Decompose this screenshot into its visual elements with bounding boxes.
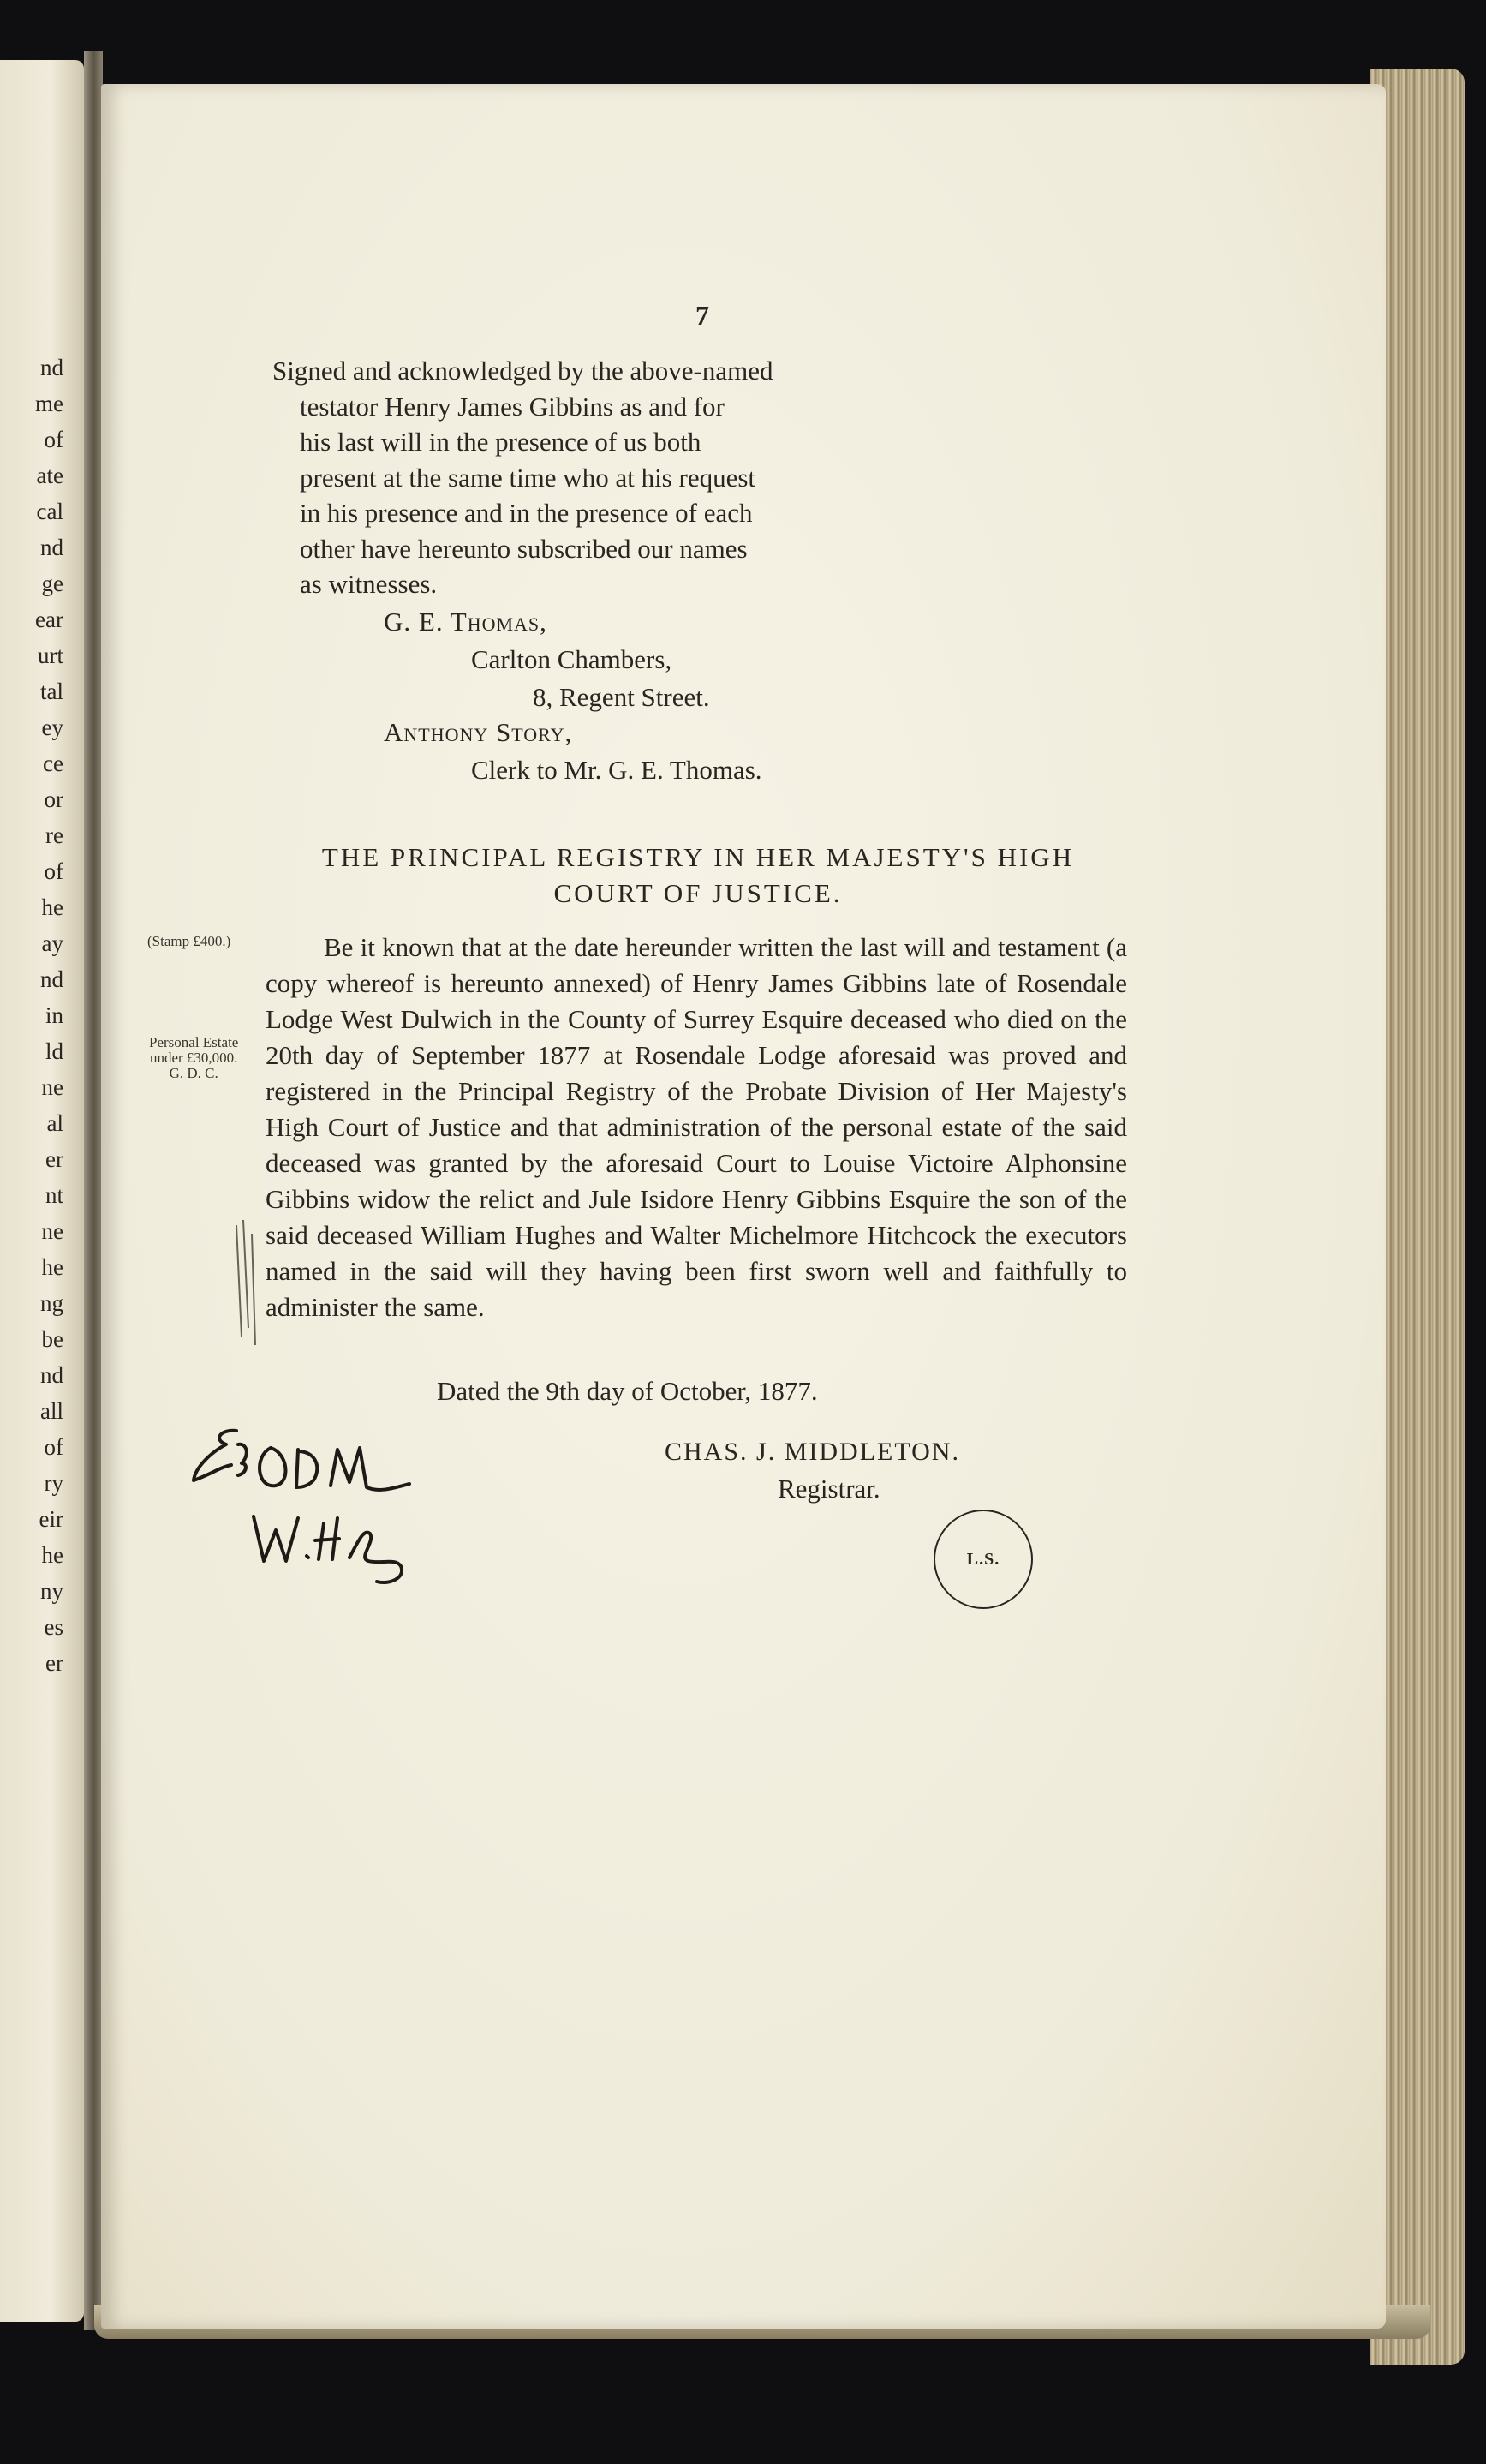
left-page-fragment: he (41, 1542, 63, 1568)
stamp-duty-note: (Stamp £400.) (147, 933, 231, 949)
attestation-line: testator Henry James Gibbins as and for (300, 391, 725, 422)
personal-estate-note-line-2: under £30,000. (149, 1050, 238, 1066)
registry-heading-line-1: THE PRINCIPAL REGISTRY IN HER MAJESTY'S HIGH (321, 842, 1075, 872)
left-page-fragment: urt (38, 643, 63, 668)
left-page-fragment: cal (36, 499, 63, 524)
attestation-clause (272, 353, 855, 602)
attestation-line: Signed and acknowledged by the above-named (272, 356, 773, 386)
personal-estate-note-line-3: G. D. C. (169, 1065, 218, 1081)
left-page-fragment: ry (44, 1470, 63, 1496)
attestation-line: present at the same time who at his request (300, 462, 756, 493)
left-page-fragment: ng (40, 1290, 63, 1316)
dated-line: Dated the 9th day of October, 1877. (437, 1376, 818, 1406)
left-page-fragment: tal (40, 679, 63, 704)
witness-1-address-line-1: Carlton Chambers, (471, 644, 672, 674)
left-page-fragment: nt (45, 1182, 63, 1208)
witness-2-role: Clerk to Mr. G. E. Thomas. (471, 755, 762, 785)
margin-pencil-mark (230, 1217, 264, 1345)
registrar-name: CHAS. J. MIDDLETON. (665, 1438, 960, 1466)
left-page-fragment: er (45, 1650, 63, 1676)
left-page-fragment: of (44, 427, 63, 452)
left-page-fragment: me (35, 391, 63, 416)
left-page (0, 60, 84, 2322)
left-page-fragment: ge (41, 571, 63, 596)
left-page-fragment: er (45, 1146, 63, 1172)
left-page-fragment: in (45, 1002, 63, 1028)
left-page-text-fragments (0, 350, 82, 1681)
handwritten-initials-signature (187, 1414, 418, 1594)
left-page-fragment: nd (40, 1362, 63, 1388)
left-page-fragment: nd (40, 355, 63, 380)
left-page-fragment: ce (43, 751, 63, 776)
left-page-fragment: ld (45, 1038, 63, 1064)
left-page-fragment: nd (40, 535, 63, 560)
grant-of-probate-text (266, 930, 1127, 1325)
left-page-fragment: ny (40, 1578, 63, 1604)
left-page-fragment: al (46, 1110, 63, 1136)
attestation-line: in his presence and in the presence of each (300, 498, 753, 528)
left-page-fragment: re (45, 822, 63, 848)
book-spine (84, 51, 103, 2330)
locus-sigilli-seal (934, 1510, 1033, 1609)
left-page-fragment: es (44, 1614, 63, 1640)
left-page-fragment: all (40, 1398, 63, 1424)
left-page-fragment: nd (40, 966, 63, 992)
seal-text: L.S. (966, 1549, 1000, 1569)
left-page-fragment: he (41, 894, 63, 920)
registry-heading-line-2: COURT OF JUSTICE. (553, 878, 843, 908)
grant-paragraph: Be it known that at the date hereunder written the last will and testament (a copy whereof is hereunto annexed) of Henry James Gibbins late of Rosendale Lodge West Dulwich in the County of Surrey Esquire deceased who died on the 20th day of September 1877 at Rosendale Lodge aforesaid was proved and registered in the Principal Registry of the Probate Division of Her Majesty's High Court of Justice and that administration of the personal estate of the said deceased was granted by the aforesaid Court to Louise Victoire Alphonsine Gibbins widow the relict and Jule Isidore Henry Gibbins Esquire the son of the said deceased William Hughes and Walter Michelmore Hitchcock the executors named in the said will they having been first sworn well and faithfully to administer the same. (266, 932, 1127, 1322)
personal-estate-note (149, 1035, 238, 1081)
left-page-fragment: ear (35, 607, 63, 632)
left-page-fragment: ne (41, 1218, 63, 1244)
registry-heading (266, 840, 1131, 912)
attestation-line: other have hereunto subscribed our names (300, 533, 748, 564)
personal-estate-note-line-1: Personal Estate (149, 1034, 239, 1050)
attestation-line: his last will in the presence of us both (300, 427, 701, 457)
witness-1-name: G. E. Thomas, (384, 607, 547, 637)
left-page-fragment: ate (36, 463, 63, 488)
witness-1-address-line-2: 8, Regent Street. (533, 682, 710, 712)
left-page-fragment: ey (41, 715, 63, 740)
left-page-fragment: he (41, 1254, 63, 1280)
left-page-fragment: or (44, 786, 63, 812)
page-number: 7 (695, 300, 709, 331)
left-page-fragment: of (44, 1434, 63, 1460)
attestation-line: as witnesses. (300, 569, 438, 599)
left-page-fragment: ne (41, 1074, 63, 1100)
left-page-fragment: eir (39, 1506, 63, 1532)
registrar-title: Registrar. (778, 1474, 880, 1504)
witness-2-name: Anthony Story, (384, 717, 573, 747)
left-page-fragment: of (44, 858, 63, 884)
left-page-fragment: be (41, 1326, 63, 1352)
left-page-fragment: ay (41, 930, 63, 956)
